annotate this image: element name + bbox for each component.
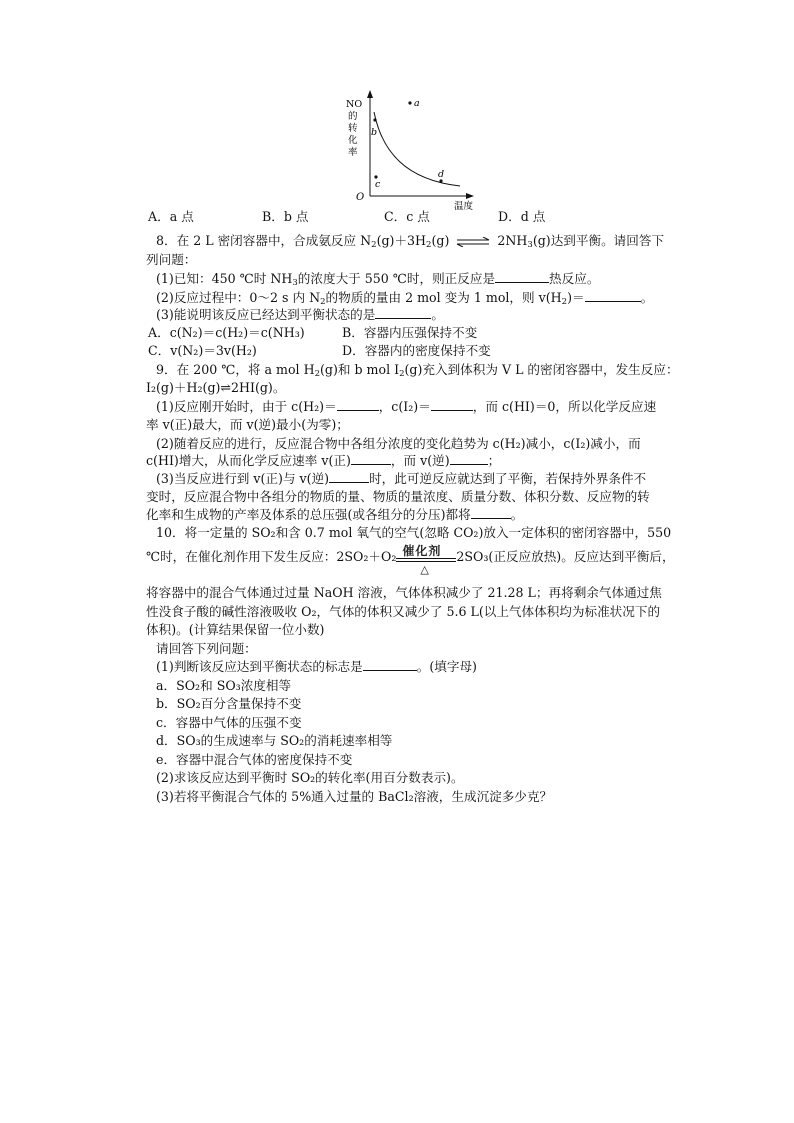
answer-blank[interactable]	[495, 270, 549, 283]
answer-blank[interactable]	[375, 306, 431, 319]
answer-blank[interactable]	[337, 398, 379, 411]
q10-option-c: c．容器中气体的压强不变	[156, 715, 302, 730]
q10-ask: 请回答下列问题：	[156, 641, 257, 656]
q9-part1: (1)反应刚开始时，由于 c(H₂)＝ ，c(I₂)＝ ，而 c(HI)＝0，所以化学反应速	[156, 399, 657, 414]
q8-part3: (3)能说明该反应已经达到平衡状态的是 。	[156, 307, 444, 322]
prev-option-a: A．a 点	[148, 209, 194, 224]
q9-part3-cont1: 变时，反应混合物中各组分的物质的量、物质的量浓度、质量分数、体积分数、反应物的转	[146, 489, 650, 504]
y-label-0: NO	[346, 99, 363, 110]
q8-option-d: D．容器内的密度保持不变	[342, 343, 491, 358]
q10-option-e: e．容器中混合气体的密度保持不变	[156, 752, 353, 767]
catalyst-arrow-icon: 催化剂 △	[396, 549, 456, 567]
q10-stem-4: 性没食子酸的碱性溶液吸收 O₂，气体的体积又减少了 5.6 L(以上气体体积均为标准状况下的	[146, 604, 661, 619]
answer-blank[interactable]	[431, 398, 473, 411]
q9-part2: (2)随着反应的进行，反应混合物中各组分浓度的变化趋势为 c(H₂)减小，c(I₂)减小，而	[156, 436, 641, 451]
q10-part1: (1)判断该反应达到平衡状态的标志是 。(填字母)	[156, 659, 477, 674]
conversion-temperature-graph	[338, 88, 478, 214]
q10-option-a: a．SO₂和 SO₃浓度相等	[156, 678, 292, 693]
point-c-label: c	[375, 179, 381, 190]
q9-part2-cont: c(HI)增大，从而化学反应速率 v(正) ，而 v(逆) ；	[146, 453, 501, 468]
q10-option-b: b．SO₂百分含量保持不变	[156, 696, 302, 711]
origin-label: O	[356, 192, 365, 203]
point-b-label: b	[371, 127, 378, 138]
y-label-1: 的	[348, 111, 358, 122]
q10-stem-1: 10．将一定量的 SO₂和含 0.7 mol 氧气的空气(忽略 CO₂)放入一定体积的密闭容器中，550	[156, 525, 672, 540]
answer-blank[interactable]	[329, 470, 369, 483]
q10-part3: (3)若将平衡混合气体的 5%通入过量的 BaCl₂溶液，生成沉淀多少克？	[156, 789, 553, 804]
x-axis-label: 温度	[454, 201, 474, 212]
answer-blank[interactable]	[450, 452, 488, 465]
y-label-3: 化	[348, 135, 358, 146]
q9-part3: (3)当反应进行到 v(正)与 v(逆) 时，此可逆反应就达到了平衡，若保持外界条件不	[156, 471, 647, 486]
q9-stem: 9．在 200 ℃，将 a mol $H_2(g)$和 b mol $I_2(g)$充入到体积为 V L 的密闭容器中，发生反应：	[156, 362, 679, 379]
conversion-curve	[374, 112, 460, 186]
prev-option-d: D．d 点	[498, 209, 546, 224]
answer-blank[interactable]	[351, 452, 391, 465]
y-label-4: 率	[348, 147, 358, 158]
point-b-dot	[373, 118, 376, 121]
q9-part3-cont2: 化率和生成物的产率及体系的总压强(或各组分的分压)都将 。	[146, 507, 524, 522]
point-d-label: d	[438, 169, 445, 180]
q8-part1: (1)已知：450 ℃时 $NH_3$的浓度大于 550 ℃时，则正反应是 热反应。	[156, 271, 600, 288]
prev-option-c: C．c 点	[384, 209, 430, 224]
x-axis-arrow	[466, 193, 474, 199]
answer-blank[interactable]	[471, 506, 511, 519]
q8-stem-cont: 列问题：	[146, 252, 197, 267]
q8-option-c: C．v(N₂)＝3v(H₂)	[148, 343, 257, 358]
q8-option-b: B．容器内压强保持不变	[342, 325, 478, 340]
answer-blank[interactable]	[363, 658, 417, 671]
point-a-dot	[408, 101, 411, 104]
equilibrium-arrows-icon	[456, 237, 490, 247]
q8-stem: 8．在 2 L 密闭容器中，合成氨反应 $N_2(g)+3H_2(g)$ $2NH_3(g)$达到平衡。请回答下	[156, 233, 665, 250]
y-label-2: 转	[348, 123, 358, 134]
q10-part2: (2)求该反应达到平衡时 SO₂的转化率(用百分数表示)。	[156, 770, 464, 785]
prev-option-b: B．b 点	[262, 209, 309, 224]
q9-part1-cont: 率 v(正)最大，而 v(逆)最小(为零)；	[146, 417, 349, 432]
q9-equation: I₂(g)＋H₂(g)⇌2HI(g)。	[146, 380, 286, 395]
q10-option-d: d．SO₃的生成速率与 SO₂的消耗速率相等	[156, 733, 393, 748]
q10-stem-2: ℃时，在催化剂作用下发生反应：2SO₂＋O₂ 催化剂 △ 2SO₃(正反应放热)。反应达到平衡后，	[146, 543, 675, 576]
point-a-label: a	[414, 98, 420, 109]
q10-stem-3: 将容器中的混合气体通过过量 NaOH 溶液，气体体积减少了 21.28 L；再将剩余气体通过焦	[146, 585, 662, 600]
q8-part2: (2)反应过程中：0～2 s 内 $N_2$的物质的量由 2 mol 变为 1 mol，则 $v(H_2)=$ 。	[156, 290, 654, 307]
q8-option-a: A．c(N₂)＝c(H₂)＝c(NH₃)	[148, 325, 305, 340]
q10-stem-5: 体积)。(计算结果保留一位小数)	[146, 622, 325, 637]
answer-blank[interactable]	[585, 289, 641, 302]
y-axis-arrow	[367, 90, 373, 98]
